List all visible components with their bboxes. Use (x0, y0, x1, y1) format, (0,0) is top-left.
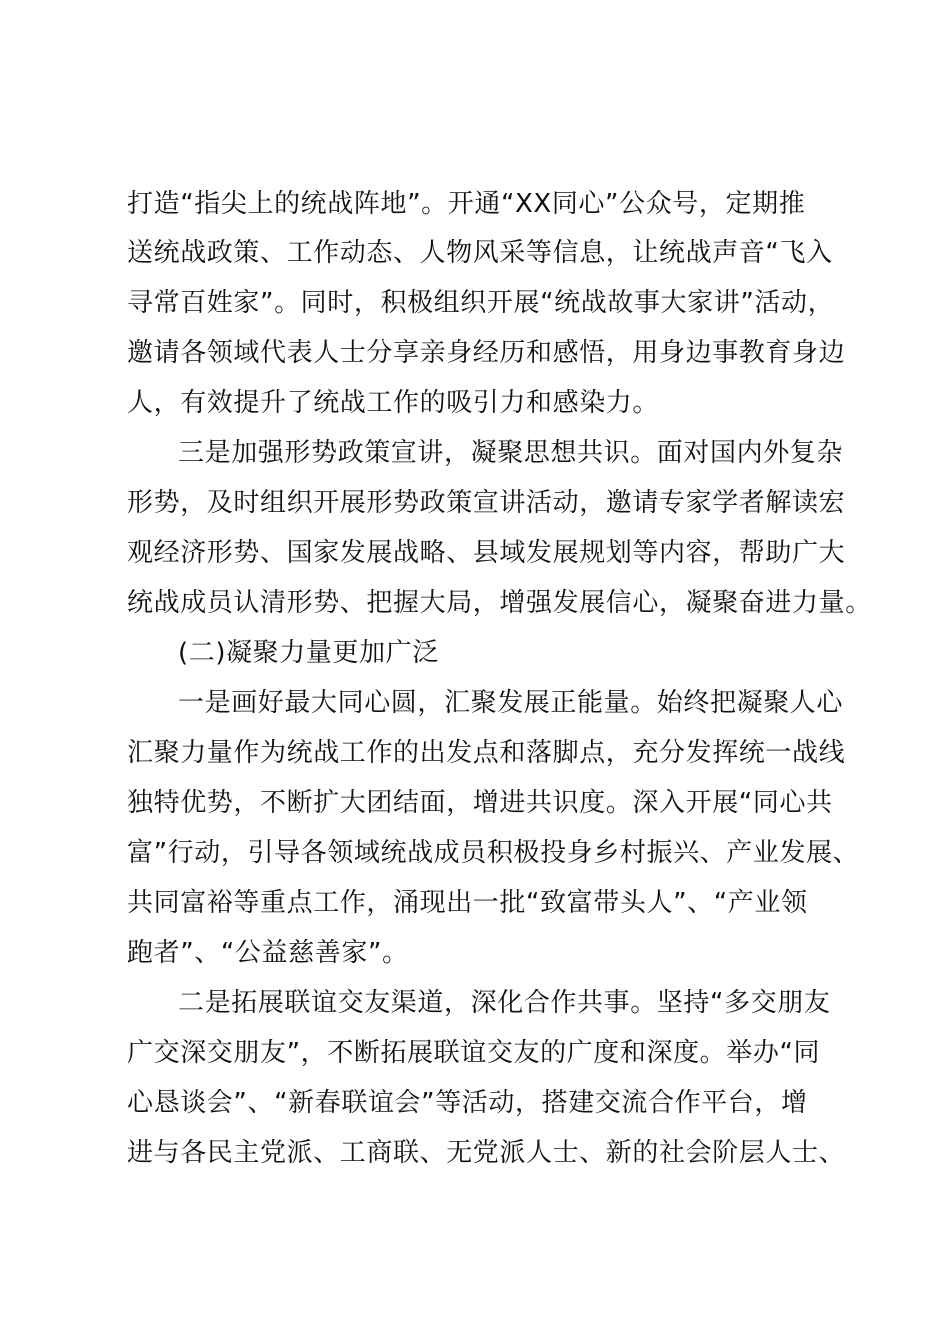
text-line: 广交深交朋友”，不断拓展联谊交友的广度和深度。举办“同 (127, 1038, 821, 1068)
text-line: 观经济形势、国家发展战略、县域发展规划等内容，帮助广大 (127, 538, 846, 568)
text-line: 进与各民主党派、工商联、无党派人士、新的社会阶层人士、 (127, 1138, 846, 1168)
text-line: 人，有效提升了统战工作的吸引力和感染力。 (127, 388, 660, 418)
text-line: 统战成员认清形势、把握大局，增强发展信心，凝聚奋进力量。 (127, 588, 872, 618)
text-line: 心恳谈会”、“新春联谊会”等活动，搭建交流合作平台，增 (127, 1088, 808, 1118)
text-line: 共同富裕等重点工作，涌现出一批“致富带头人”、“产业领 (127, 888, 808, 918)
text-line: 独特优势，不断扩大团结面，增进共识度。深入开展“同心共 (127, 788, 833, 818)
text-line: 打造“指尖上的统战阵地”。开通“XX同心”公众号，定期推 (127, 189, 806, 219)
text-line: 富”行动，引导各领域统战成员积极投身乡村振兴、产业发展、 (127, 838, 860, 868)
text-line: 跑者”、“公益慈善家”。 (127, 938, 409, 968)
text-line: 送统战政策、工作动态、人物风采等信息，让统战声音“飞入 (127, 238, 833, 268)
text-line: 汇聚力量作为统战工作的出发点和落脚点，充分发挥统一战线 (127, 738, 846, 768)
text-line: 邀请各领域代表人士分享亲身经历和感悟，用身边事教育身边 (127, 338, 846, 368)
paragraph-start-line: 二是拓展联谊交友渠道，深化合作共事。坚持“多交朋友 (178, 988, 831, 1018)
text-line: 寻常百姓家”。同时，积极组织开展“统战故事大家讲”活动， (127, 288, 835, 318)
section-heading: (二)凝聚力量更加广泛 (178, 638, 439, 668)
text-line: 形势，及时组织开展形势政策宣讲活动，邀请专家学者解读宏 (127, 488, 846, 518)
paragraph-start-line: 三是加强形势政策宣讲，凝聚思想共识。面对国内外复杂 (178, 438, 844, 468)
paragraph-start-line: 一是画好最大同心圆，汇聚发展正能量。始终把凝聚人心 (178, 688, 844, 718)
